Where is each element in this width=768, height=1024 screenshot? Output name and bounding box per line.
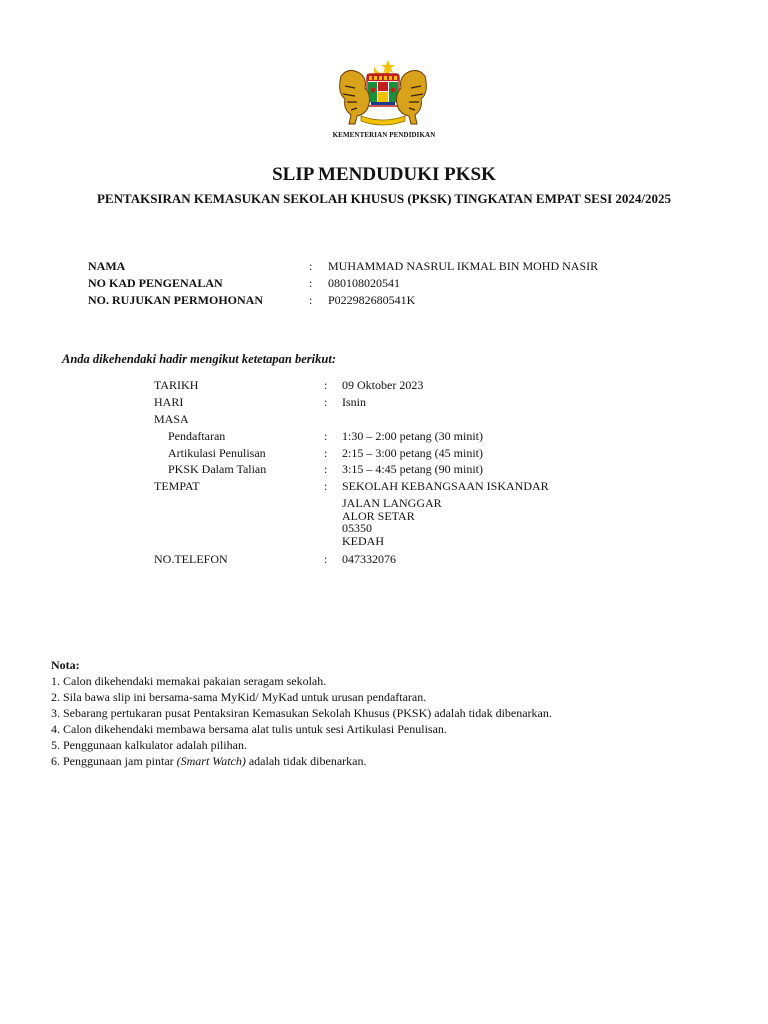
application-ref-label: NO. RUJUKAN PERMOHONAN bbox=[88, 293, 263, 307]
day-value: Isnin bbox=[342, 395, 366, 409]
venue-label: TEMPAT bbox=[154, 479, 200, 493]
venue-address bbox=[342, 497, 442, 547]
note-text: adalah tidak dibenarkan. bbox=[245, 754, 367, 768]
separator: : bbox=[309, 259, 313, 273]
ic-number-label: NO KAD PENGENALAN bbox=[88, 276, 223, 290]
note-item: 3. Sebarang pertukaran pusat Pentaksiran Kemasukan Sekolah Khusus (PKSK) adalah tidak dibenarkan. bbox=[51, 706, 552, 720]
separator: : bbox=[324, 479, 328, 493]
online-pksk-label: PKSK Dalam Talian bbox=[168, 462, 267, 476]
separator: : bbox=[324, 462, 328, 476]
note-text-italic: (Smart Watch) bbox=[176, 754, 246, 768]
separator: : bbox=[324, 552, 328, 566]
ic-number-value: 080108020541 bbox=[328, 276, 400, 290]
date-label: TARIKH bbox=[154, 378, 199, 392]
phone-label: NO.TELEFON bbox=[154, 552, 228, 566]
address-line: KEDAH bbox=[342, 533, 384, 548]
note-item: 2. Sila bawa slip ini bersama-sama MyKid/ MyKad untuk urusan pendaftaran. bbox=[51, 690, 427, 704]
day-label: HARI bbox=[154, 395, 184, 409]
page-title: SLIP MENDUDUKI PKSK bbox=[272, 164, 496, 185]
separator: : bbox=[309, 276, 313, 290]
registration-time: 1:30 – 2:00 petang (30 minit) bbox=[342, 429, 483, 443]
candidate-name-label: NAMA bbox=[88, 259, 126, 273]
time-label: MASA bbox=[154, 412, 189, 426]
separator: : bbox=[324, 429, 328, 443]
written-articulation-time: 2:15 – 3:00 petang (45 minit) bbox=[342, 446, 483, 460]
notes-section bbox=[51, 657, 552, 769]
note-item bbox=[51, 753, 552, 769]
phone-value: 047332076 bbox=[342, 552, 396, 566]
note-text: 6. Penggunaan jam pintar bbox=[51, 754, 177, 768]
address-line: JALAN LANGGAR bbox=[342, 496, 442, 510]
notes-heading: Nota: bbox=[51, 658, 80, 672]
page-subtitle: PENTAKSIRAN KEMASUKAN SEKOLAH KHUSUS (PKSK) TINGKATAN EMPAT SESI 2024/2025 bbox=[96, 191, 671, 206]
separator: : bbox=[324, 446, 328, 460]
registration-label: Pendaftaran bbox=[168, 429, 226, 443]
note-item: 4. Calon dikehendaki membawa bersama alat tulis untuk sesi Artikulasi Penulisan. bbox=[51, 722, 447, 736]
attendance-instruction: Anda dikehendaki hadir mengikut ketetapan berikut: bbox=[62, 352, 336, 366]
address-line: 05350 bbox=[342, 521, 372, 535]
ministry-name: KEMENTERIAN PENDIDIKAN bbox=[332, 131, 436, 139]
candidate-name-value: MUHAMMAD NASRUL IKMAL BIN MOHD NASIR bbox=[328, 259, 599, 273]
venue-name: SEKOLAH KEBANGSAAN ISKANDAR bbox=[342, 479, 549, 493]
separator: : bbox=[324, 395, 328, 409]
separator: : bbox=[324, 378, 328, 392]
note-item: 5. Penggunaan kalkulator adalah pilihan. bbox=[51, 738, 247, 752]
separator: : bbox=[309, 293, 313, 307]
address-line: ALOR SETAR bbox=[342, 508, 415, 523]
written-articulation-label: Artikulasi Penulisan bbox=[168, 446, 266, 460]
note-item: 1. Calon dikehendaki memakai pakaian seragam sekolah. bbox=[51, 674, 327, 688]
application-ref-value: P022982680541K bbox=[328, 293, 416, 307]
coat-of-arms-logo bbox=[331, 56, 435, 126]
online-pksk-time: 3:15 – 4:45 petang (90 minit) bbox=[342, 462, 483, 476]
date-value: 09 Oktober 2023 bbox=[342, 378, 424, 392]
